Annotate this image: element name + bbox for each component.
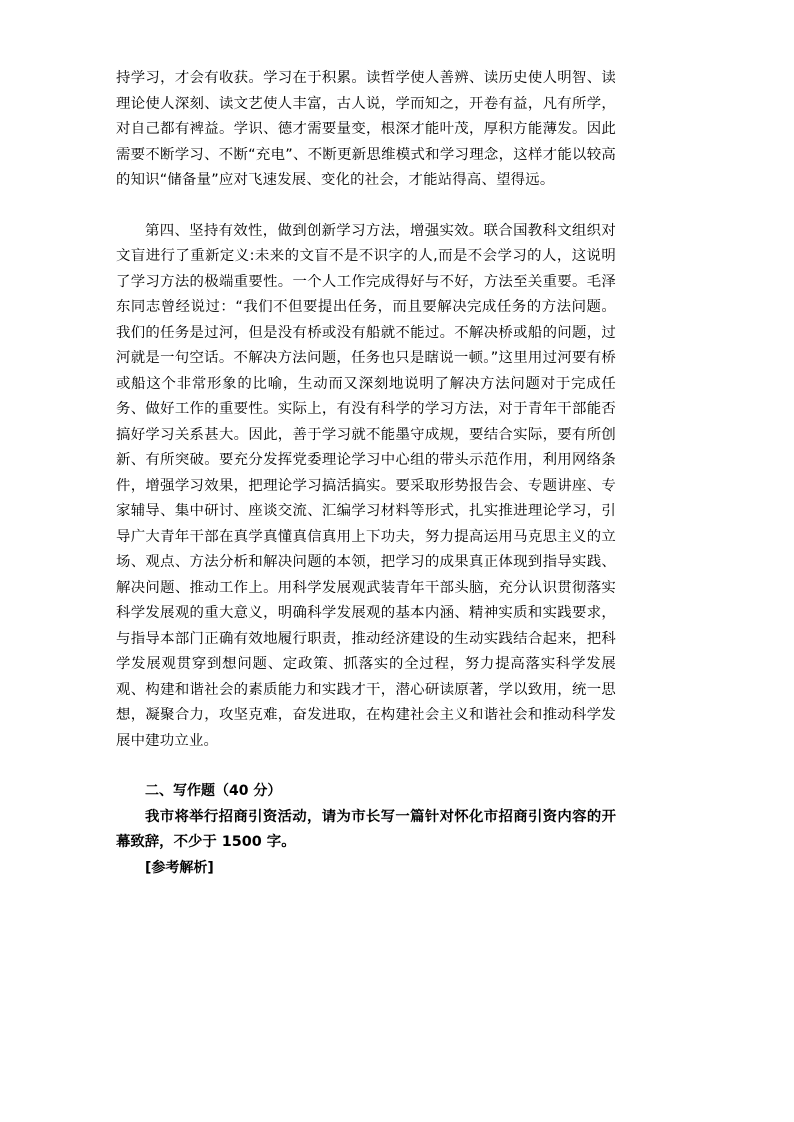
document-body [116, 66, 616, 881]
writing-question: 我市将举行招商引资活动，请为市长写一篇针对怀化市招商引资内容的开幕致辞，不少于 1500 字。 [116, 808, 616, 850]
answer-label: [参考解析] [145, 859, 214, 876]
paragraph-continued: 持学习，才会有收获。学习在于积累。读哲学使人善辨、读历史使人明智、读理论使人深刻、读文艺使人丰富，古人说，学而知之，开卷有益，凡有所学，对自己都有裨益。学识、德才需要量变，根深才能叶茂，厚积方能薄发。因此需要不断学习、不断“充电”、不断更新思维模式和学习理念，这样才能以较高的知识“储备量”应对飞速发展、变化的社会，才能站得高、望得远。 [116, 70, 616, 188]
paragraph-method: 第四、坚持有效性，做到创新学习方法，增强实效。联合国教科文组织对文盲进行了重新定义:未来的文盲不是不识字的人,而是不会学习的人，这说明了学习方法的极端重要性。一个人工作完成得好与不好，方法至关重要。毛泽东同志曾经说过：“我们不但要提出任务，而且要解决完成任务的方法问题。我们的任务是过河，但是没有桥或没有船就不能过。不解决桥或船的问题，过河就是一句空话。不解决方法问题，任务也只是瞎说一顿。”这里用过河要有桥或船这个非常形象的比喻，生动而又深刻地说明了解决方法问题对于完成任务、做好工作的重要性。实际上，有没有科学的学习方法，对于青年干部能否搞好学习关系甚大。因此，善于学习就不能墨守成规，要结合实际，要有所创新、有所突破。要充分发挥党委理论学习中心组的带头示范作用，利用网络条件，增强学习效果，把理论学习搞活搞实。要采取形势报告会、专题讲座、专家辅导、集中研讨、座谈交流、汇编学习材料等形式，扎实推进理论学习，引导广大青年干部在真学真懂真信真用上下功夫，努力提高运用马克思主义的立场、观点、方法分析和解决问题的本领，把学习的成果真正体现到指导实践、解决问题、推动工作上。用科学发展观武装青年干部头脑，充分认识贯彻落实科学发展观的重大意义，明确科学发展观的基本内涵、精神实质和实践要求，与指导本部门正确有效地履行职责，推动经济建设的生动实践结合起来，把科学发展观贯穿到想问题、定政策、抓落实的全过程，努力提高落实科学发展观、构建和谐社会的素质能力和实践才干，潜心研读原著，学以致用，统一思想，凝聚合力，攻坚克难，奋发进取，在构建社会主义和谐社会和推动科学发展中建功立业。 [116, 222, 616, 749]
section-heading: 二、写作题（40 分） [145, 783, 282, 799]
